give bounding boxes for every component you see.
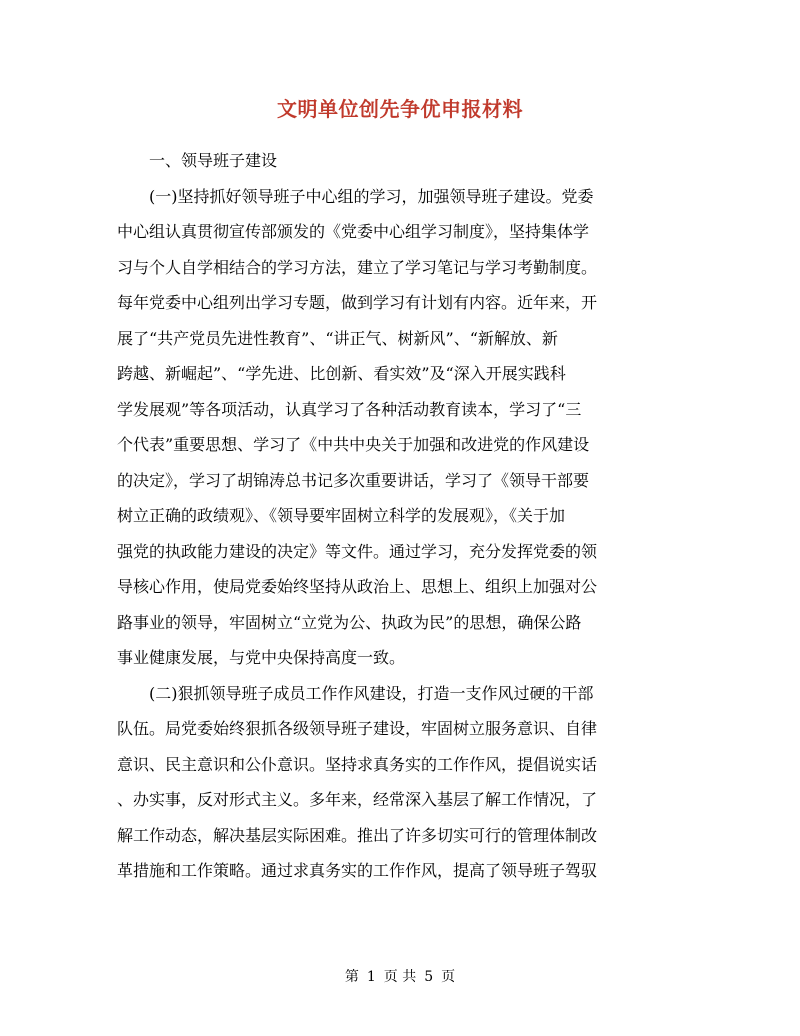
paragraph-line: 强党的执政能力建设的决定》等文件。通过学习，充分发挥党委的领 [117,541,598,561]
paragraph-line: 树立正确的政绩观》、《领导要牢固树立科学的发展观》，《关于加 [117,506,566,525]
paragraph-line: 学发展观”等各项活动，认真学习了各种活动教育读本，学习了“三 [117,399,582,419]
page-current-number: 1 [366,969,376,985]
paragraph-line: 每年党委中心组列出学习专题，做到学习有计划有内容。近年来，开 [117,293,598,312]
paragraph-line: (一)坚持抓好领导班子中心组的学习，加强领导班子建设。党委 [149,186,594,206]
paragraph-line: 的决定》，学习了胡锦涛总书记多次重要讲话，学习了《领导干部要 [117,470,590,490]
document-title: 文明单位创先争优申报材料 [277,97,523,121]
paragraph-line: 事业健康发展，与党中央保持高度一致。 [117,648,406,667]
paragraph-line: 个代表”重要思想、学习了《中共中央关于加强和改进党的作风建设 [117,435,590,454]
paragraph-line: 意识、民主意识和公仆意识。坚持求真务实的工作作风，提倡说实话 [117,754,598,774]
section-heading: 一、领导班子建设 [149,151,278,170]
paragraph-line: 习与个人自学相结合的学习方法，建立了学习笔记与学习考勤制度。 [117,257,598,277]
paragraph-line: 跨越、新崛起”、“学先进、比创新、看实效”及“深入开展实践科 [117,364,566,383]
paragraph-line: 中心组认真贯彻宣传部颁发的《党委中心组学习制度》，坚持集体学 [117,222,590,241]
page-label-suffix: 页 [441,969,456,985]
paragraph-line: 展了“共产党员先进性教育”、“讲正气、树新风”、“新解放、新 [117,328,558,348]
paragraph-line: (二)狠抓领导班子成员工作作风建设，打造一支作风过硬的干部 [149,683,594,703]
paragraph-line: 队伍。局党委始终狠抓各级领导班子建设，牢固树立服务意识、自律 [117,719,598,738]
page-footer [0,966,800,986]
paragraph-line: 解工作动态，解决基层实际困难。推出了许多切实可行的管理体制改 [117,825,598,845]
paragraph-line: 路事业的领导，牢固树立“立党为公、执政为民”的思想，确保公路 [117,612,582,632]
page-label-prefix: 第 [344,969,359,985]
page-total-number: 5 [424,969,434,985]
paragraph-line: 导核心作用，使局党委始终坚持从政治上、思想上、组织上加强对公 [117,577,598,596]
page-label-mid: 页 共 [383,969,417,985]
paragraph-line: 、办实事，反对形式主义。多年来，经常深入基层了解工作情况，了 [117,790,598,809]
document-body [117,143,683,889]
paragraph-line: 革措施和工作策略。通过求真务实的工作作风，提高了领导班子驾驭 [117,861,598,880]
